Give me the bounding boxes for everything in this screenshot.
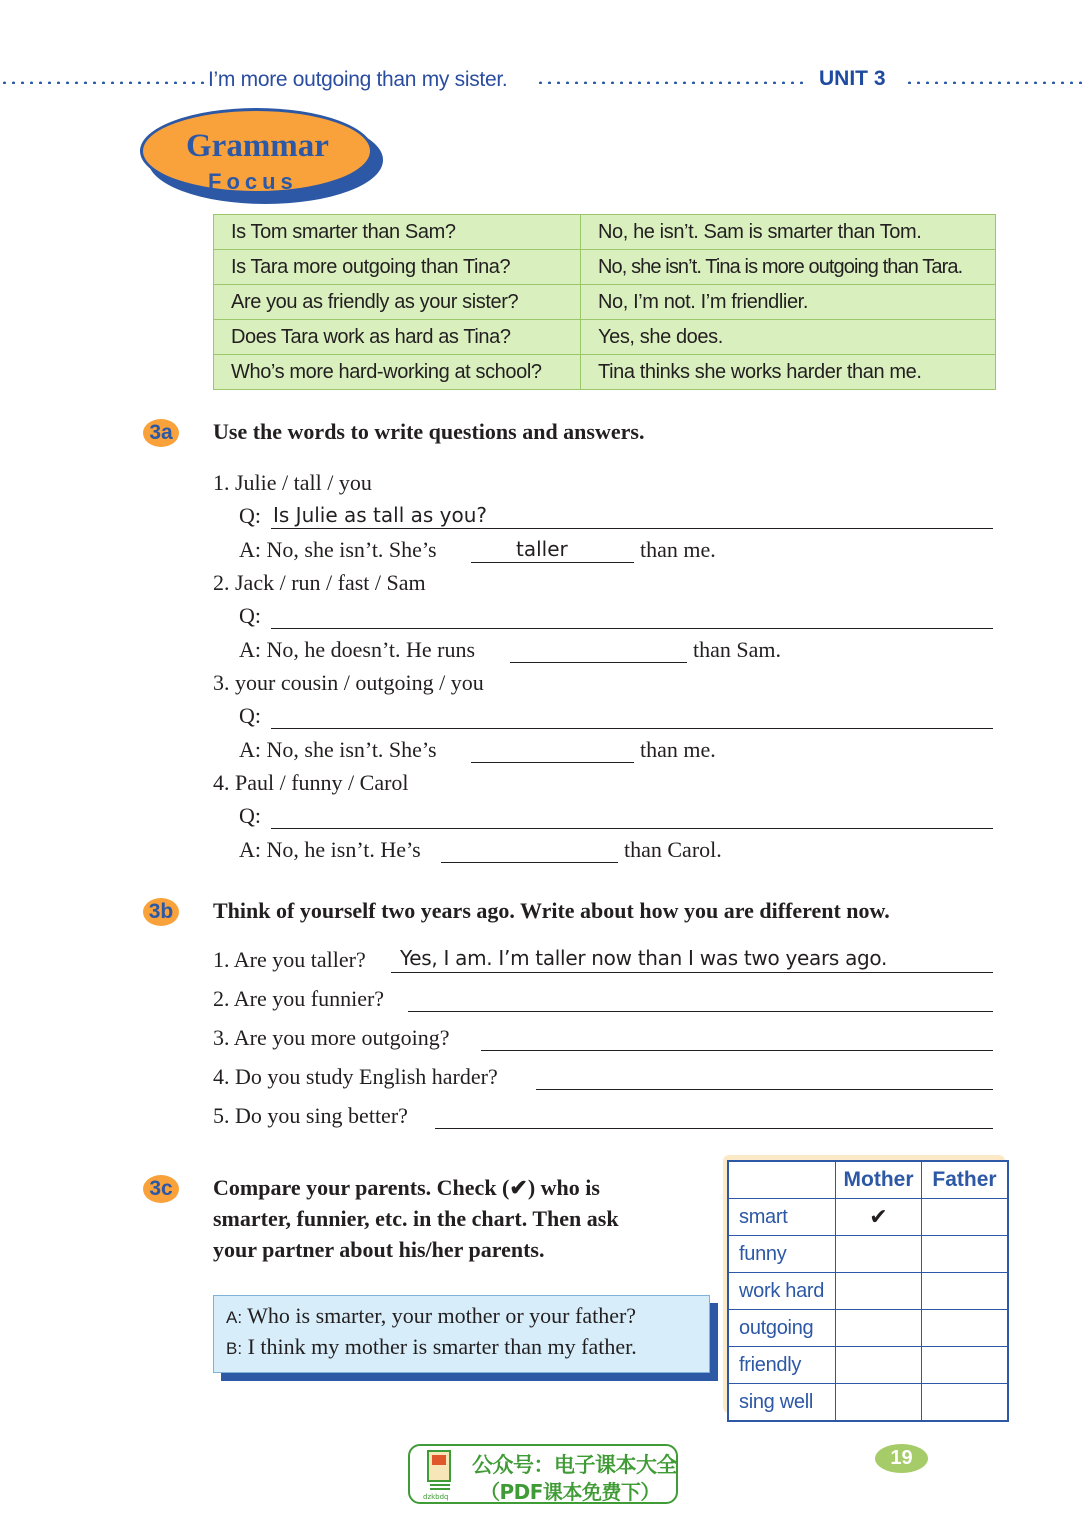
answer-line-3b-2[interactable] <box>408 1011 993 1012</box>
chart-row <box>728 1273 1008 1310</box>
dialog-line-b <box>226 1334 637 1360</box>
chart-cell-mother[interactable] <box>836 1384 922 1422</box>
grammar-table <box>213 214 996 390</box>
section-label-3c: 3c <box>143 1175 179 1203</box>
chart-row-label: smart <box>728 1199 836 1236</box>
q-answer-line-3a-4[interactable] <box>271 828 993 829</box>
question-3b-2: 2. Are you funnier? <box>213 986 385 1011</box>
answer-3b-1: Yes, I am. I’m taller now than I was two years ago. <box>400 946 888 970</box>
example-dialog <box>213 1295 710 1373</box>
q-answer-line-3a-3[interactable] <box>271 728 993 729</box>
a-end-3a-4: than Carol. <box>624 837 722 862</box>
chart-cell-father[interactable] <box>922 1384 1009 1422</box>
q-answer-line-3a-1[interactable] <box>271 528 993 529</box>
q-label-3a-2: Q: <box>239 603 261 628</box>
header-title: I’m more outgoing than my sister. <box>208 68 508 91</box>
instruction-3c-line1: Compare your parents. Check (✔) who is <box>213 1175 600 1200</box>
chart-cell-mother[interactable] <box>836 1273 922 1310</box>
chart-header-row <box>728 1161 1008 1199</box>
section-label-3b: 3b <box>143 898 179 926</box>
question-3b-4: 4. Do you study English harder? <box>213 1064 498 1089</box>
prompt-3a-1: 1. Julie / tall / you <box>213 470 372 495</box>
table-cell: Tina thinks she works harder than me. <box>581 355 996 390</box>
chart-row-label: friendly <box>728 1347 836 1384</box>
chart-cell-mother[interactable]: ✔ <box>836 1199 922 1236</box>
chart-cell-mother[interactable] <box>836 1310 922 1347</box>
a-blank-3a-3[interactable] <box>471 762 634 763</box>
q-answer-3a-1: Is Julie as tall as you? <box>273 503 488 527</box>
table-cell: Yes, she does. <box>581 320 996 355</box>
answer-line-3b-5[interactable] <box>435 1128 993 1129</box>
chart-cell-father[interactable] <box>922 1347 1009 1384</box>
table-row <box>214 320 996 355</box>
chart-row-label: outgoing <box>728 1310 836 1347</box>
table-cell: No, he isn’t. Sam is smarter than Tom. <box>581 215 996 250</box>
a-end-3a-1: than me. <box>640 537 716 562</box>
a-text-3a-1: A: No, she isn’t. She’s <box>239 537 437 562</box>
dialog-line-a <box>226 1303 636 1329</box>
chart-row <box>728 1310 1008 1347</box>
speaker-a: A: <box>226 1308 243 1327</box>
chart-row <box>728 1199 1008 1236</box>
dialog-text-b: I think my mother is smarter than my father. <box>247 1334 637 1359</box>
a-answer-3a-1: taller <box>516 537 568 561</box>
chart-cell-mother[interactable] <box>836 1347 922 1384</box>
table-row <box>214 285 996 320</box>
chart-row-label: work hard <box>728 1273 836 1310</box>
answer-line-3b-3[interactable] <box>481 1050 993 1051</box>
a-blank-3a-2[interactable] <box>510 662 687 663</box>
section-label-3a: 3a <box>143 419 179 447</box>
header-dots-right <box>905 81 1087 84</box>
table-cell: Does Tara work as hard as Tina? <box>214 320 581 355</box>
table-row <box>214 215 996 250</box>
watermark-line1: 公众号：电子课本大全 <box>472 1453 677 1477</box>
header-dots-middle <box>536 81 806 84</box>
parents-chart <box>727 1160 1009 1422</box>
q-label-3a-4: Q: <box>239 803 261 828</box>
question-3b-1: 1. Are you taller? <box>213 947 366 972</box>
table-cell: Is Tara more outgoing than Tina? <box>214 250 581 285</box>
table-cell: Is Tom smarter than Sam? <box>214 215 581 250</box>
chart-row <box>728 1236 1008 1273</box>
a-end-3a-3: than me. <box>640 737 716 762</box>
a-text-3a-4: A: No, he isn’t. He’s <box>239 837 421 862</box>
answer-line-3b-1[interactable] <box>391 972 993 973</box>
instruction-3c-line3: your partner about his/her parents. <box>213 1237 545 1262</box>
a-text-3a-2: A: No, he doesn’t. He runs <box>239 637 476 662</box>
header-dots-left <box>0 81 205 84</box>
a-blank-3a-4[interactable] <box>441 862 618 863</box>
watermark-line2: （PDF课本免费下） <box>480 1480 660 1504</box>
chart-corner-cell <box>728 1161 836 1199</box>
table-cell: No, I’m not. I’m friendlier. <box>581 285 996 320</box>
a-end-3a-2: than Sam. <box>693 637 781 662</box>
table-row <box>214 250 996 285</box>
prompt-3a-2: 2. Jack / run / fast / Sam <box>213 570 426 595</box>
speaker-b: B: <box>226 1339 243 1358</box>
a-blank-3a-1[interactable] <box>471 562 634 563</box>
chart-cell-father[interactable] <box>922 1236 1009 1273</box>
table-cell: Who’s more hard-working at school? <box>214 355 581 390</box>
question-3b-3: 3. Are you more outgoing? <box>213 1025 450 1050</box>
chart-header-father: Father <box>922 1161 1009 1199</box>
unit-label: UNIT 3 <box>819 67 886 90</box>
dialog-text-a: Who is smarter, your mother or your father? <box>247 1303 637 1328</box>
prompt-3a-3: 3. your cousin / outgoing / you <box>213 670 484 695</box>
instruction-3a: Use the words to write questions and answers. <box>213 419 645 444</box>
q-label-3a-3: Q: <box>239 703 261 728</box>
chart-row <box>728 1347 1008 1384</box>
badge-title: Grammar <box>186 128 329 164</box>
watermark-icon-text: dzkbdq <box>423 1493 449 1501</box>
chart-row-label: funny <box>728 1236 836 1273</box>
instruction-3b: Think of yourself two years ago. Write about how you are different now. <box>213 898 890 923</box>
chart-cell-father[interactable] <box>922 1310 1009 1347</box>
chart-header-mother: Mother <box>836 1161 922 1199</box>
instruction-3c-line2: smarter, funnier, etc. in the chart. Then ask <box>213 1206 619 1231</box>
question-3b-5: 5. Do you sing better? <box>213 1103 408 1128</box>
chart-cell-father[interactable] <box>922 1273 1009 1310</box>
table-row <box>214 355 996 390</box>
answer-line-3b-4[interactable] <box>536 1089 993 1090</box>
q-answer-line-3a-2[interactable] <box>271 628 993 629</box>
chart-row <box>728 1384 1008 1422</box>
table-cell: No, she isn’t. Tina is more outgoing than Tara. <box>581 250 996 285</box>
badge-subtitle: Focus <box>208 169 298 194</box>
page-number: 19 <box>875 1444 928 1473</box>
prompt-3a-4: 4. Paul / funny / Carol <box>213 770 409 795</box>
book-icon <box>420 1447 464 1501</box>
chart-cell-mother[interactable] <box>836 1236 922 1273</box>
a-text-3a-3: A: No, she isn’t. She’s <box>239 737 437 762</box>
table-cell: Are you as friendly as your sister? <box>214 285 581 320</box>
chart-row-label: sing well <box>728 1384 836 1422</box>
chart-cell-father[interactable] <box>922 1199 1009 1236</box>
q-label-3a-1: Q: <box>239 503 261 528</box>
